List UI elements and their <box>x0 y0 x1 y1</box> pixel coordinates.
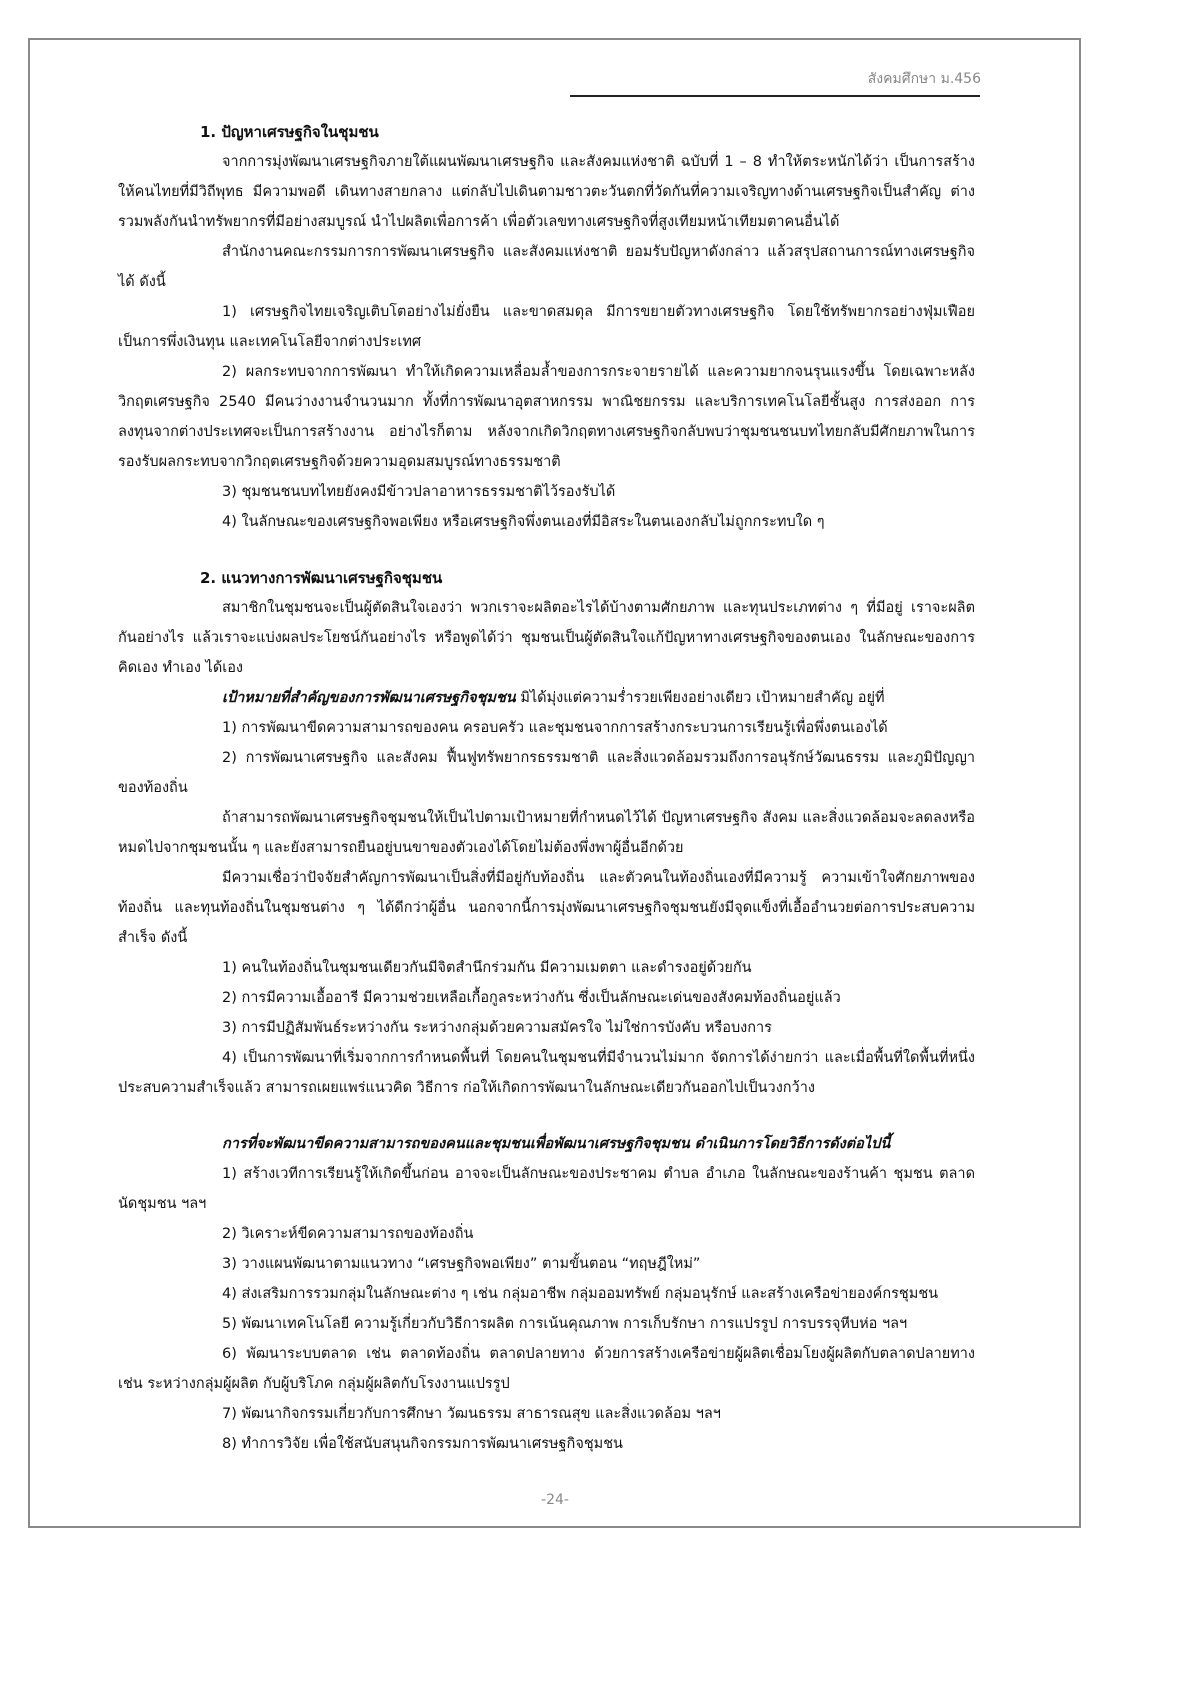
paragraph: มีความเชื่อว่าปัจจัยสำคัญการพัฒนาเป็นสิ่งที่มีอยู่กับท้องถิ่น และตัวคนในท้องถิ่นเองที่มีความรู้ ความเข้าใจศักยภาพของท้องถิ่น และทุนท้องถิ่นในชุมชนต่าง ๆ ได้ดีกว่าผู้อื่น นอกจากนี้การมุ่งพัฒนาเศรษฐกิจชุมชนยังมีจุดแข็งที่เอื้ออำนวยต่อการประสบความสำเร็จ ดังนี้ <box>118 870 975 946</box>
paragraph: สมาชิกในชุมชนจะเป็นผู้ตัดสินใจเองว่า พวกเราจะผลิตอะไรได้บ้างตามศักยภาพ และทุนประเภทต่าง ๆ ที่มีอยู่ เราจะผลิตกันอย่างไร แล้วเราจะแบ่งผลประโยชน์กันอย่างไร หรือพูดได้ว่า ชุมชนเป็นผู้ตัดสินใจแก้ปัญหาทางเศรษฐกิจของตนเอง ในลักษณะของการ คิดเอง ทำเอง ได้เอง <box>118 600 975 676</box>
goal-paragraph <box>118 683 975 713</box>
goal-text: มิได้มุ่งแต่ความร่ำรวยเพียงอย่างเดียว เป้าหมายสำคัญ อยู่ที่ <box>515 690 885 706</box>
list-item: 1) สร้างเวทีการเรียนรู้ให้เกิดขึ้นก่อน อาจจะเป็นลักษณะของประชาคม ตำบล อำเภอ ในลักษณะของร้านค้า ชุมชน ตลาดนัดชุมชน ฯลฯ <box>118 1166 975 1212</box>
document-body <box>118 117 975 1459</box>
list-item: 4) ส่งเสริมการรวมกลุ่มในลักษณะต่าง ๆ เช่น กลุ่มอาชีพ กลุ่มออมทรัพย์ กลุ่มอนุรักษ์ และสร้างเครือข่ายองค์กรชุมชน <box>222 1286 939 1302</box>
header-rule <box>570 95 980 97</box>
list-item: 3) วางแผนพัฒนาตามแนวทาง “เศรษฐกิจพอเพียง” ตามขั้นตอน “ทฤษฎีใหม่” <box>222 1256 701 1272</box>
list-item: 5) พัฒนาเทคโนโลยี ความรู้เกี่ยวกับวิธีการผลิต การเน้นคุณภาพ การเก็บรักษา การแปรรูป การบรรจุหีบห่อ ฯลฯ <box>222 1316 908 1332</box>
list-item: 4) ในลักษณะของเศรษฐกิจพอเพียง หรือเศรษฐกิจพึ่งตนเองที่มีอิสระในตนเองกลับไม่ถูกกระทบใด ๆ <box>222 514 825 530</box>
list-item: 7) พัฒนากิจกรรมเกี่ยวกับการศึกษา วัฒนธรรม สาธารณสุข และสิ่งแวดล้อม ฯลฯ <box>222 1406 721 1422</box>
list-item: 6) พัฒนาระบบตลาด เช่น ตลาดท้องถิ่น ตลาดปลายทาง ด้วยการสร้างเครือข่ายผู้ผลิตเชื่อมโยงผู้ผลิตกับตลาดปลายทางเช่น ระหว่างกลุ่มผู้ผลิต กับผู้บริโภค กลุ่มผู้ผลิตกับโรงงานแปรรูป <box>118 1346 975 1392</box>
list-item: 3) ชุมชนชนบทไทยยังคงมีข้าวปลาอาหารธรรมชาติไว้รองรับได้ <box>222 484 616 500</box>
paragraph: จากการมุ่งพัฒนาเศรษฐกิจภายใต้แผนพัฒนาเศรษฐกิจ และสังคมแห่งชาติ ฉบับที่ 1 – 8 ทำให้ตระหนักได้ว่า เป็นการสร้างให้คนไทยที่มีวิถีพุทธ มีความพอดี เดินทางสายกลาง แต่กลับไปเดินตามชาวตะวันตกที่วัดกันที่ความเจริญทางด้านเศรษฐกิจเป็นสำคัญ ต่างรวมพลังกันนำทรัพยากรที่มีอย่างสมบูรณ์ นำไปผลิตเพื่อการค้า เพื่อตัวเลขทางเศรษฐกิจที่สูงเทียมหน้าเทียมตาคนอื่นได้ <box>118 154 975 230</box>
page-number: -24- <box>541 1492 569 1508</box>
goal-label: เป้าหมายที่สำคัญของการพัฒนาเศรษฐกิจชุมชน <box>222 690 516 706</box>
section-1-heading: 1. ปัญหาเศรษฐกิจในชุมชน <box>200 123 379 141</box>
list-item: 1) การพัฒนาขีดความสามารถของคน ครอบครัว และชุมชนจากการสร้างกระบวนการเรียนรู้เพื่อพึ่งตนเองได้ <box>222 720 888 736</box>
paragraph: สำนักงานคณะกรรมการการพัฒนาเศรษฐกิจ และสังคมแห่งชาติ ยอมรับปัญหาดังกล่าว แล้วสรุปสถานการณ์ทางเศรษฐกิจได้ ดังนี้ <box>118 244 975 290</box>
list-item: 2) การมีความเอื้ออารี มีความช่วยเหลือเกื้อกูลระหว่างกัน ซึ่งเป็นลักษณะเด่นของสังคมท้องถิ่นอยู่แล้ว <box>222 990 841 1006</box>
list-item: 2) วิเคราะห์ขีดความสามารถของท้องถิ่น <box>222 1226 474 1242</box>
list-item: 2) การพัฒนาเศรษฐกิจ และสังคม ฟื้นฟูทรัพยากรธรรมชาติ และสิ่งแวดล้อมรวมถึงการอนุรักษ์วัฒนธรรม และภูมิปัญญาของท้องถิ่น <box>118 750 975 796</box>
list-item: 1) คนในท้องถิ่นในชุมชนเดียวกันมีจิตสำนึกร่วมกัน มีความเมตตา และดำรงอยู่ด้วยกัน <box>222 960 752 976</box>
list-item: 4) เป็นการพัฒนาที่เริ่มจากการกำหนดพื้นที่ โดยคนในชุมชนที่มีจำนวนไม่มาก จัดการได้ง่ายกว่า และเมื่อพื้นที่ใดพื้นที่หนึ่งประสบความสำเร็จแล้ว สามารถเผยแพร่แนวคิด วิธีการ ก่อให้เกิดการพัฒนาในลักษณะเดียวกันออกไปเป็นวงกว้าง <box>118 1050 975 1096</box>
list-item: 3) การมีปฏิสัมพันธ์ระหว่างกัน ระหว่างกลุ่มด้วยความสมัครใจ ไม่ใช่การบังคับ หรือบงการ <box>222 1020 772 1036</box>
paragraph: ถ้าสามารถพัฒนาเศรษฐกิจชุมชนให้เป็นไปตามเป้าหมายที่กำหนดไว้ได้ ปัญหาเศรษฐกิจ สังคม และสิ่งแวดล้อมจะลดลงหรือหมดไปจากชุมชนนั้น ๆ และยังสามารถยืนอยู่บนขาของตัวเองได้โดยไม่ต้องพึ่งพาผู้อื่นอีกด้วย <box>118 810 975 856</box>
section-2-heading: 2. แนวทางการพัฒนาเศรษฐกิจชุมชน <box>200 569 443 587</box>
list-item: 1) เศรษฐกิจไทยเจริญเติบโตอย่างไม่ยั่งยืน และขาดสมดุล มีการขยายตัวทางเศรษฐกิจ โดยใช้ทรัพยากรอย่างฟุ่มเฟือย เป็นการพึ่งเงินทุน และเทคโนโลยีจากต่างประเทศ <box>118 304 975 350</box>
list-item: 2) ผลกระทบจากการพัฒนา ทำให้เกิดความเหลื่อมล้ำของการกระจายรายได้ และความยากจนรุนแรงขึ้น โดยเฉพาะหลังวิกฤตเศรษฐกิจ 2540 มีคนว่างงานจำนวนมาก ทั้งที่การพัฒนาอุตสาหกรรม พาณิชยกรรม และบริการเทคโนโลยีชั้นสูง การส่งออก การลงทุนจากต่างประเทศจะเป็นการสร้างงาน อย่างไรก็ตาม หลังจากเกิดวิกฤตทางเศรษฐกิจกลับพบว่าชุมชนชนบทไทยกลับมีศักยภาพในการรองรับผลกระทบจากวิกฤตเศรษฐกิจด้วยความอุดมสมบูรณ์ทางธรรมชาติ <box>118 364 975 470</box>
methods-heading: การที่จะพัฒนาขีดความสามารถของคนและชุมชนเพื่อพัฒนาเศรษฐกิจชุมชน ดำเนินการโดยวิธีการดังต่อไปนี้ <box>222 1136 891 1152</box>
list-item: 8) ทำการวิจัย เพื่อใช้สนับสนุนกิจกรรมการพัฒนาเศรษฐกิจชุมชน <box>222 1436 623 1452</box>
running-header: สังคมศึกษา ม.456 <box>867 71 981 87</box>
